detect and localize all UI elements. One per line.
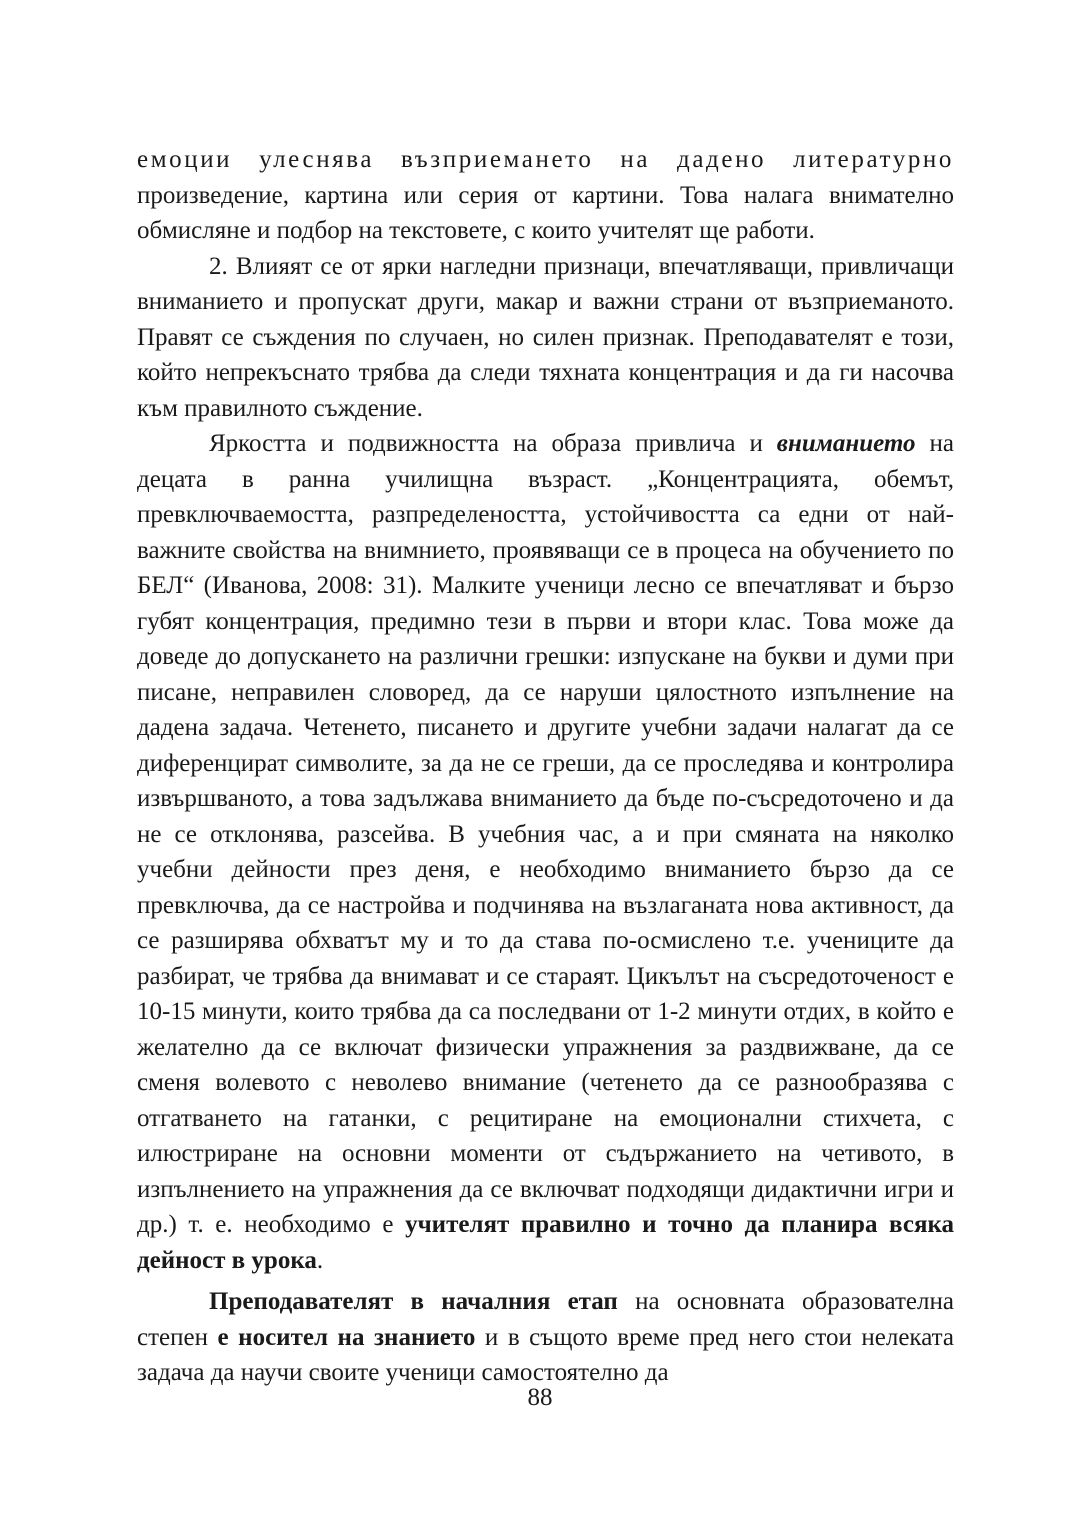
paragraph-3	[137, 426, 954, 1278]
paragraph-4-bold-mid: е носител на знанието	[217, 1323, 476, 1351]
paragraph-1	[137, 142, 954, 249]
paragraph-4	[137, 1284, 954, 1391]
body-text	[137, 142, 954, 1391]
paragraph-3-body: на децата в ранна училищна възраст. „Концентрацията, обемът, превключваемостта, разпределеността, устойчивостта са едни от най-важните свойства на внимнието, проявяващи се в процеса на обучението по БЕЛ“ (Иванова, 2008: 31). Малките ученици лесно се впечатляват и бързо губят концентрация, предимно тези в първи и втори клас. Това може да доведе до допускането на различни грешки: изпускане на букви и думи при писане, неправилен словоред, да се наруши цялостното изпълнение на дадена задача. Четенето, писането и другите учебни задачи налагат да се диференцират символите, за да не се греши, да се проследява и контролира извършваното, а това задължава вниманието да бъде по-съсредоточено и да не се отклонява, разсейва. В учебния час, а и при смяната на няколко учебни дейности през деня, е необходимо вниманието бързо да се превключва, да се настройва и подчинява на възлаганата нова активност, да се разширява обхватът му и то да става по-осмислено т.е. учениците да разбират, че трябва да внимават и се стараят. Цикълът на съсредоточеност е 10-15 минути, които трябва да са последвани от 1-2 минути отдих, в който е желателно да се включат физически упражнения за раздвижване, да се сменя волевото с неволево внимание (четенето да се разнообразява с отгатването на гатанки, с рецитиране на емоционални стихчета, с илюстриране на основни моменти от съдържанието на четивото, в изпълнението на упражнения да се включват подходящи дидактични игри и др.) т. е. необходимо е	[137, 430, 954, 1238]
paragraph-3-emphasis: вниманието	[776, 430, 916, 457]
paragraph-3-bold-end: учителят правилно и точно да планира всяка дейност в урока	[137, 1211, 955, 1274]
page-number: 88	[527, 1384, 553, 1411]
paragraph-3-lead: Яркостта и подвижността на образа привлича и	[209, 430, 777, 457]
paragraph-2-text: 2. Влияят се от ярки нагледни признаци, впечатляващи, привличащи вниманието и пропускат други, макар и важни страни от възприеманото. Правят се съждения по случаен, но силен признак. Преподавателят е този, който непрекъснато трябва да следи тяхната концентрация и да ги насочва към правилното съждение.	[137, 252, 954, 422]
paragraph-4-mid: на основната образователна степен	[137, 1288, 954, 1351]
paragraph-1-first-line: емоции улеснява възприемането на дадено литературно	[137, 146, 954, 173]
paragraph-4-bold-lead: Преподавателят в началния етап	[209, 1288, 618, 1315]
paragraph-3-tail: .	[316, 1246, 324, 1274]
paragraph-4-rest: и в същото време пред него стои нелеката задача да научи своите ученици самостоятелно да	[137, 1323, 954, 1386]
paragraph-2	[137, 249, 954, 427]
paragraph-1-rest: произведение, картина или серия от картини. Това налага внимателно обмисляне и подбор на текстовете, с които учителят ще работи.	[137, 181, 954, 244]
